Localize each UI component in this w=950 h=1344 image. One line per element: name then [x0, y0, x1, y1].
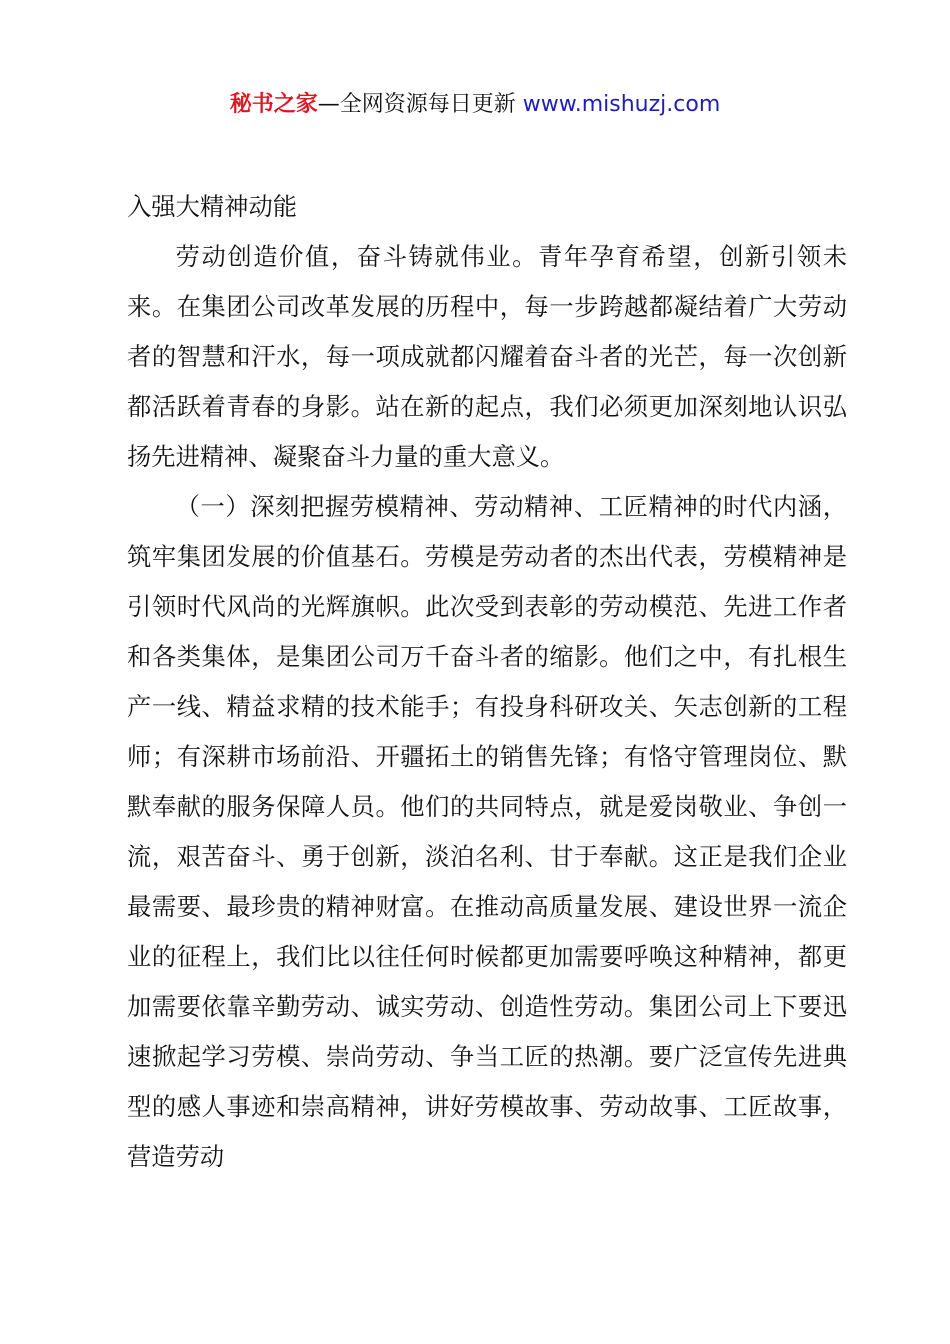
- paragraph-continuation: 入强大精神动能: [127, 192, 298, 221]
- site-name: 秘书之家: [229, 92, 318, 117]
- paragraph: （一）深刻把握劳模精神、劳动精神、工匠精神的时代内涵，筑牢集团发展的价值基石。劳模是劳动者的杰出代表，劳模精神是引领时代风尚的光辉旗帜。此次受到表彰的劳动模范、先进工作者和各类集体，是集团公司万千奋斗者的缩影。他们之中，有扎根生产一线、精益求精的技术能手；有投身科研攻关、矢志创新的工程师；有深耕市场前沿、开疆拓土的销售先锋；有恪守管理岗位、默默奉献的服务保障人员。他们的共同特点，就是爱岗敬业、争创一流，艰苦奋斗、勇于创新，淡泊名利、甘于奉献。这正是我们企业最需要、最珍贵的精神财富。在推动高质量发展、建设世界一流企业的征程上，我们比以往任何时候都更加需要呼唤这种精神，都更加需要依靠辛勤劳动、诚实劳动、创造性劳动。集团公司上下要迅速掀起学习劳模、崇尚劳动、争当工匠的热潮。要广泛宣传先进典型的感人事迹和崇高精神，讲好劳模故事、劳动故事、工匠故事，营造劳动: [127, 492, 847, 1171]
- site-header: [0, 88, 950, 122]
- site-tagline: —全网资源每日更新: [317, 92, 523, 117]
- document-body: [127, 182, 847, 1182]
- site-url-link[interactable]: www.mishuzj.com: [522, 92, 721, 117]
- paragraph: 劳动创造价值，奋斗铸就伟业。青年孕育希望，创新引领未来。在集团公司改革发展的历程中，每一步跨越都凝结着广大劳动者的智慧和汗水，每一项成就都闪耀着奋斗者的光芒，每一次创新都活跃着青春的身影。站在新的起点，我们必须更加深刻地认识弘扬先进精神、凝聚奋斗力量的重大意义。: [127, 242, 847, 471]
